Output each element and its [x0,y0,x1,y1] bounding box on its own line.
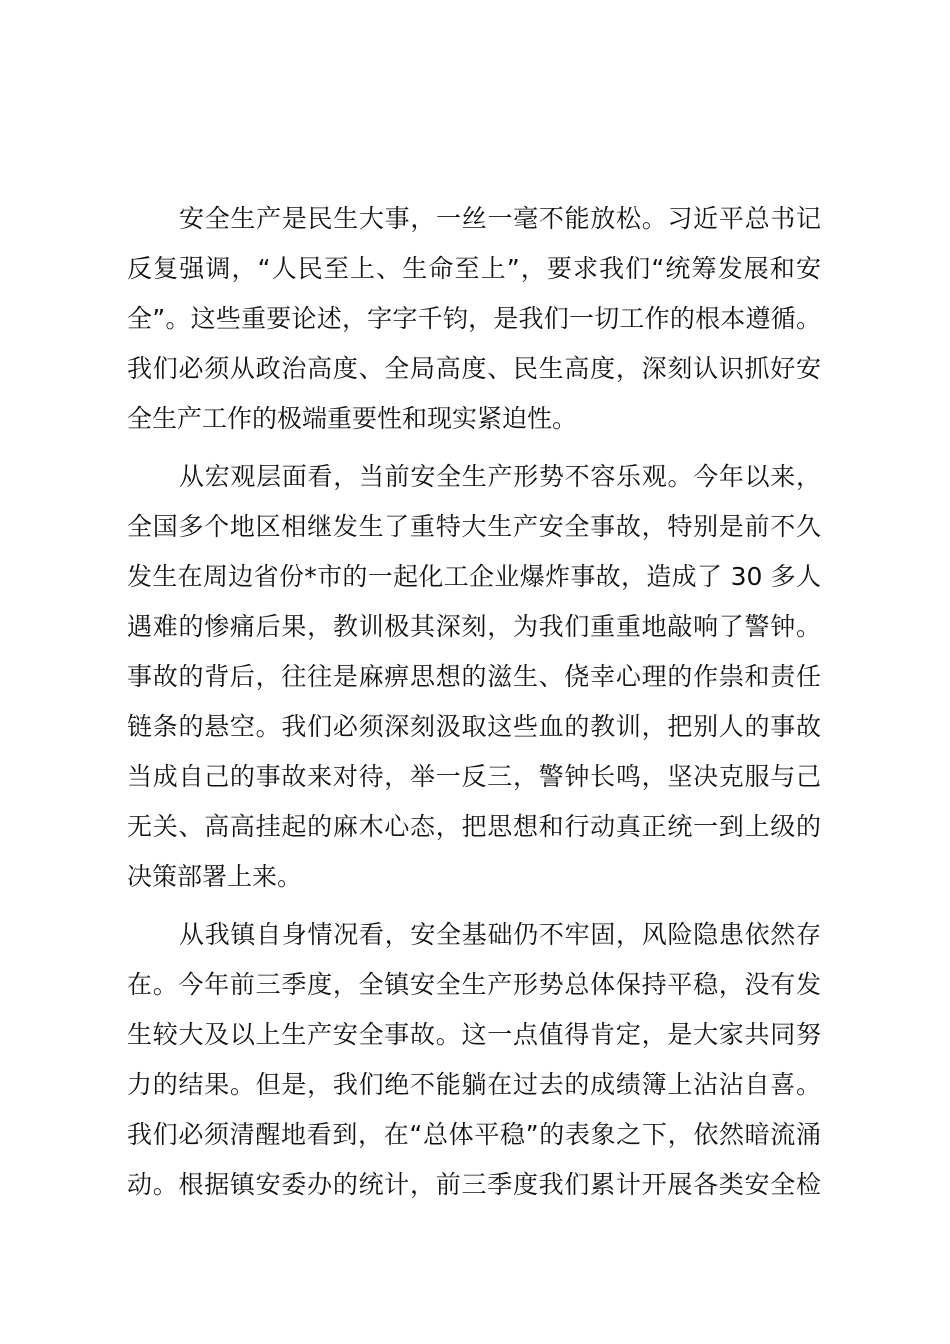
text-line: 事故的背后，往往是麻痹思想的滋生、侥幸心理的作祟和责任 [127,662,821,691]
text-line: 当成自己的事故来对待，举一反三，警钟长鸣，坚决克服与己 [127,762,821,791]
paragraph-1 [127,194,821,444]
document-body [127,194,821,1218]
text-line: 链条的悬空。我们必须深刻汲取这些血的教训，把别人的事故 [127,712,821,741]
text-line: 发生在周边省份*市的一起化工企业爆炸事故，造成了 30 多人 [127,562,821,591]
text-line: 在。今年前三季度，全镇安全生产形势总体保持平稳，没有发 [127,970,821,999]
paragraph-2 [127,452,821,902]
text-line: 无关、高高挂起的麻木心态，把思想和行动真正统一到上级的 [127,812,821,841]
text-line: 全国多个地区相继发生了重特大生产安全事故，特别是前不久 [127,512,821,541]
text-line: 全”。这些重要论述，字字千钧，是我们一切工作的根本遵循。 [127,304,821,333]
paragraph-3 [127,910,821,1210]
text-line: 遇难的惨痛后果，教训极其深刻，为我们重重地敲响了警钟。 [127,612,821,641]
text-line: 我们必须从政治高度、全局高度、民生高度，深刻认识抓好安 [127,354,821,383]
text-line: 决策部署上来。 [127,862,303,891]
text-line: 力的结果。但是，我们绝不能躺在过去的成绩簿上沾沾自喜。 [127,1070,821,1099]
text-line: 我们必须清醒地看到，在“总体平稳”的表象之下，依然暗流涌 [127,1120,821,1149]
text-line: 生较大及以上生产安全事故。这一点值得肯定，是大家共同努 [127,1020,821,1049]
text-line: 从宏观层面看，当前安全生产形势不容乐观。今年以来， [179,462,821,491]
text-line: 反复强调，“人民至上、生命至上”，要求我们“统筹发展和安 [127,254,821,283]
text-line: 安全生产是民生大事，一丝一毫不能放松。习近平总书记 [179,204,821,233]
text-line: 动。根据镇安委办的统计，前三季度我们累计开展各类安全检 [127,1170,821,1199]
text-line: 全生产工作的极端重要性和现实紧迫性。 [127,404,578,433]
text-line: 从我镇自身情况看，安全基础仍不牢固，风险隐患依然存 [179,920,821,949]
